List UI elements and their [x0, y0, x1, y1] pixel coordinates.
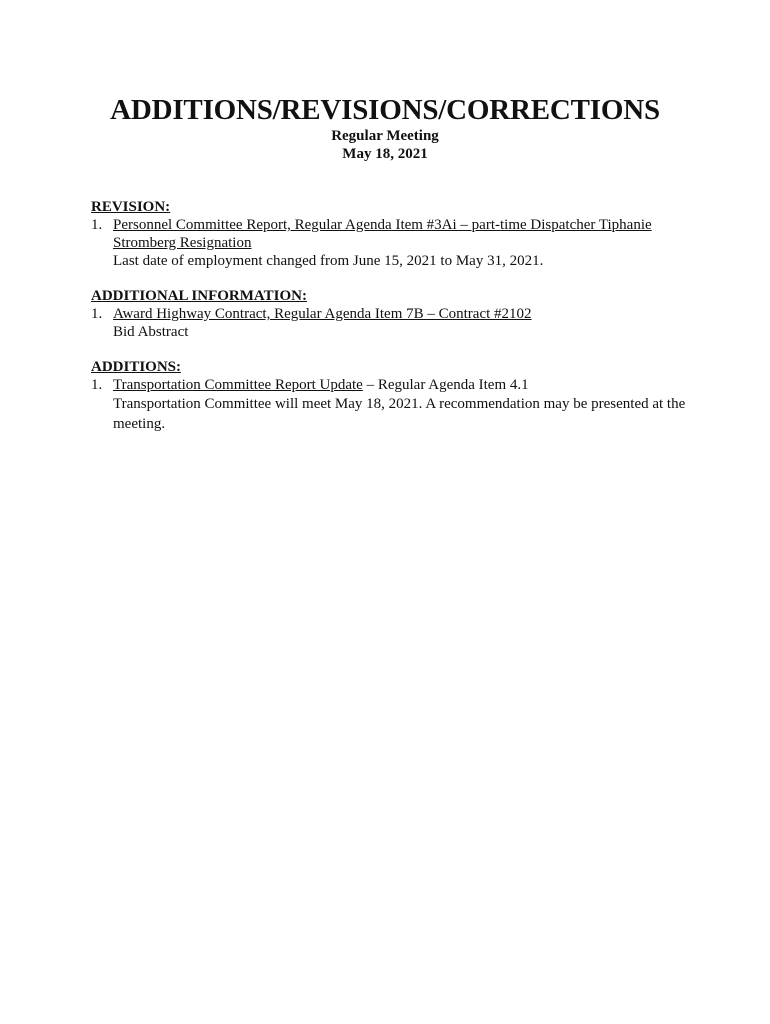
revision-item-detail: Last date of employment changed from June 15, 2021 to May 31, 2021. — [113, 253, 544, 269]
additional-information-item-title-text: Award Highway Contract, Regular Agenda Item 7B – Contract #2102 — [113, 306, 532, 322]
additional-information-item — [91, 305, 711, 341]
meeting-type: Regular Meeting — [331, 128, 439, 144]
revision-section — [91, 198, 711, 270]
item-number: 1. — [91, 377, 103, 393]
additional-information-section — [91, 287, 711, 341]
additions-item-detail: Transportation Committee will meet May 18, 2021. A recommendation may be presented at the meeting. — [113, 396, 686, 432]
additions-section — [91, 358, 711, 434]
additions-item — [91, 376, 711, 434]
additions-item-title-rest: – Regular Agenda Item 4.1 — [362, 377, 529, 393]
revision-item-title-line2: Stromberg Resignation — [113, 235, 252, 251]
additional-information-item-title — [113, 305, 711, 323]
meeting-date: May 18, 2021 — [342, 146, 428, 162]
revision-item-title — [113, 216, 711, 252]
item-number: 1. — [91, 306, 103, 322]
additions-item-title — [113, 376, 711, 394]
revision-heading: REVISION: — [91, 199, 171, 215]
additions-item-title-underlined: Transportation Committee Report Update — [113, 377, 363, 393]
revision-item-title-line1: Personnel Committee Report, Regular Agenda Item #3Ai – part-time Dispatcher Tiphanie — [113, 217, 652, 233]
additional-information-heading: ADDITIONAL INFORMATION: — [91, 288, 307, 304]
item-number: 1. — [91, 217, 103, 233]
additional-information-item-detail: Bid Abstract — [113, 324, 189, 340]
document-title: ADDITIONS/REVISIONS/CORRECTIONS — [110, 94, 660, 126]
additions-heading: ADDITIONS: — [91, 359, 182, 375]
revision-item — [91, 216, 711, 270]
